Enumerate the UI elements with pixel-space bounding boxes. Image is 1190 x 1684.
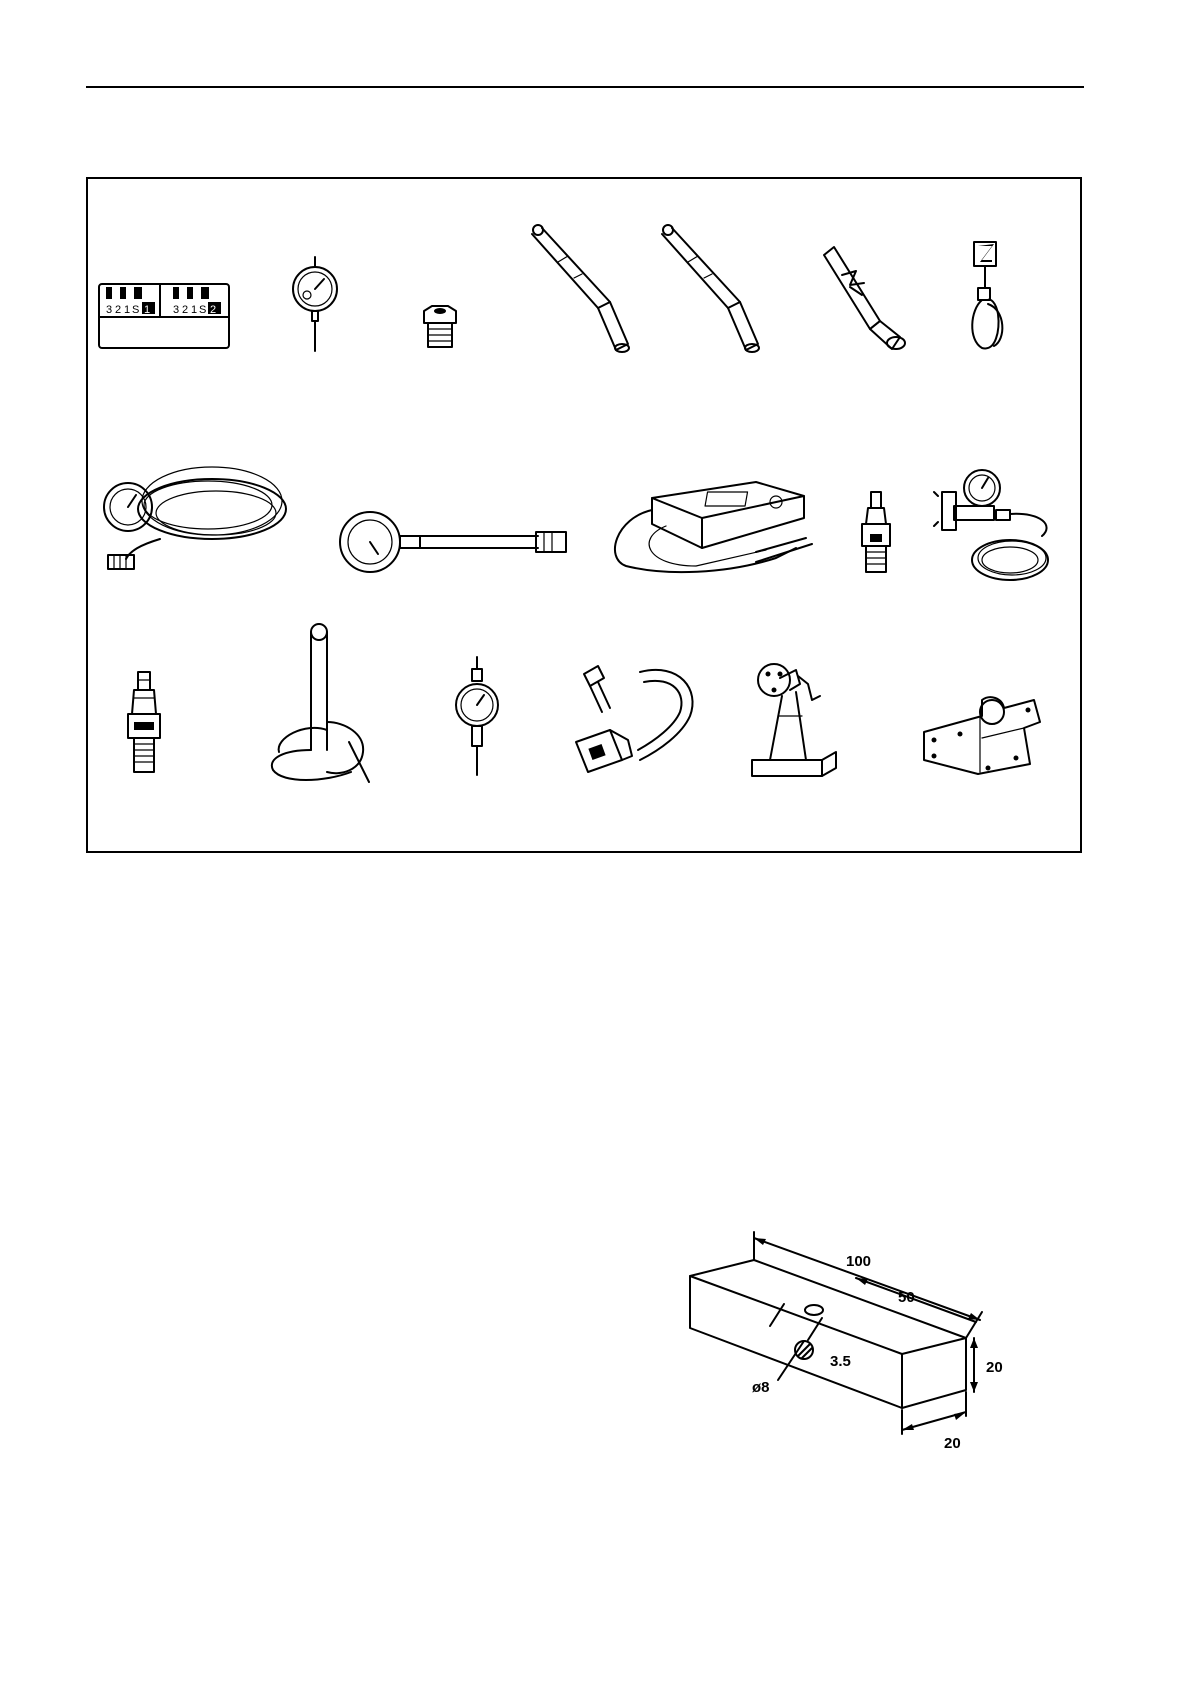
- pressure-gauge-hose-icon: [338, 510, 570, 576]
- selector-card-tool: [98, 283, 230, 349]
- engine-stand-icon: [748, 656, 844, 782]
- puller-handle-icon: [820, 245, 906, 355]
- dimension-height-label: 20: [986, 1359, 1003, 1376]
- dial-gauge-icon: [290, 255, 340, 355]
- long-socket-tool-icon: [658, 222, 768, 356]
- strap-wrench-icon: [265, 622, 375, 784]
- spark-plug-tester-icon: [858, 490, 894, 578]
- dial-indicator-icon: [454, 655, 500, 779]
- selector-card-digit: 1: [124, 304, 131, 316]
- selector-card-digit: S: [199, 304, 207, 316]
- selector-card-digit: 2: [115, 304, 122, 316]
- selector-card-digit: 3: [106, 304, 113, 316]
- selector-card-digit: 3: [173, 304, 180, 316]
- fuel-pressure-gauge-icon: [932, 466, 1056, 584]
- dimension-hole-diameter-label: ø8: [752, 1379, 770, 1396]
- adapter-hose-icon: [570, 660, 700, 780]
- multimeter-icon: [606, 478, 816, 580]
- spark-plug-icon: [124, 670, 164, 778]
- selector-card-digit: 2: [210, 304, 217, 316]
- block-dimension-figure: [680, 1230, 1040, 1460]
- selector-card-digit: 1: [191, 304, 198, 316]
- dimension-half-length-label: 50: [898, 1289, 915, 1306]
- selector-card-digit: S: [132, 304, 140, 316]
- dimension-hole-offset-label: 3.5: [830, 1353, 851, 1370]
- adapter-plug-icon: [420, 305, 460, 351]
- pressure-tester-icon: [966, 240, 1014, 356]
- header-rule: [86, 86, 1084, 88]
- long-socket-tool-icon: [528, 222, 638, 356]
- mounting-plate-icon: [920, 694, 1044, 776]
- dimension-length-label: 100: [846, 1253, 872, 1270]
- compression-gauge-hose-icon: [100, 455, 290, 580]
- selector-card-digit: 2: [182, 304, 189, 316]
- selector-card-digit: 1: [144, 304, 151, 316]
- dimension-depth-label: 20: [944, 1435, 961, 1452]
